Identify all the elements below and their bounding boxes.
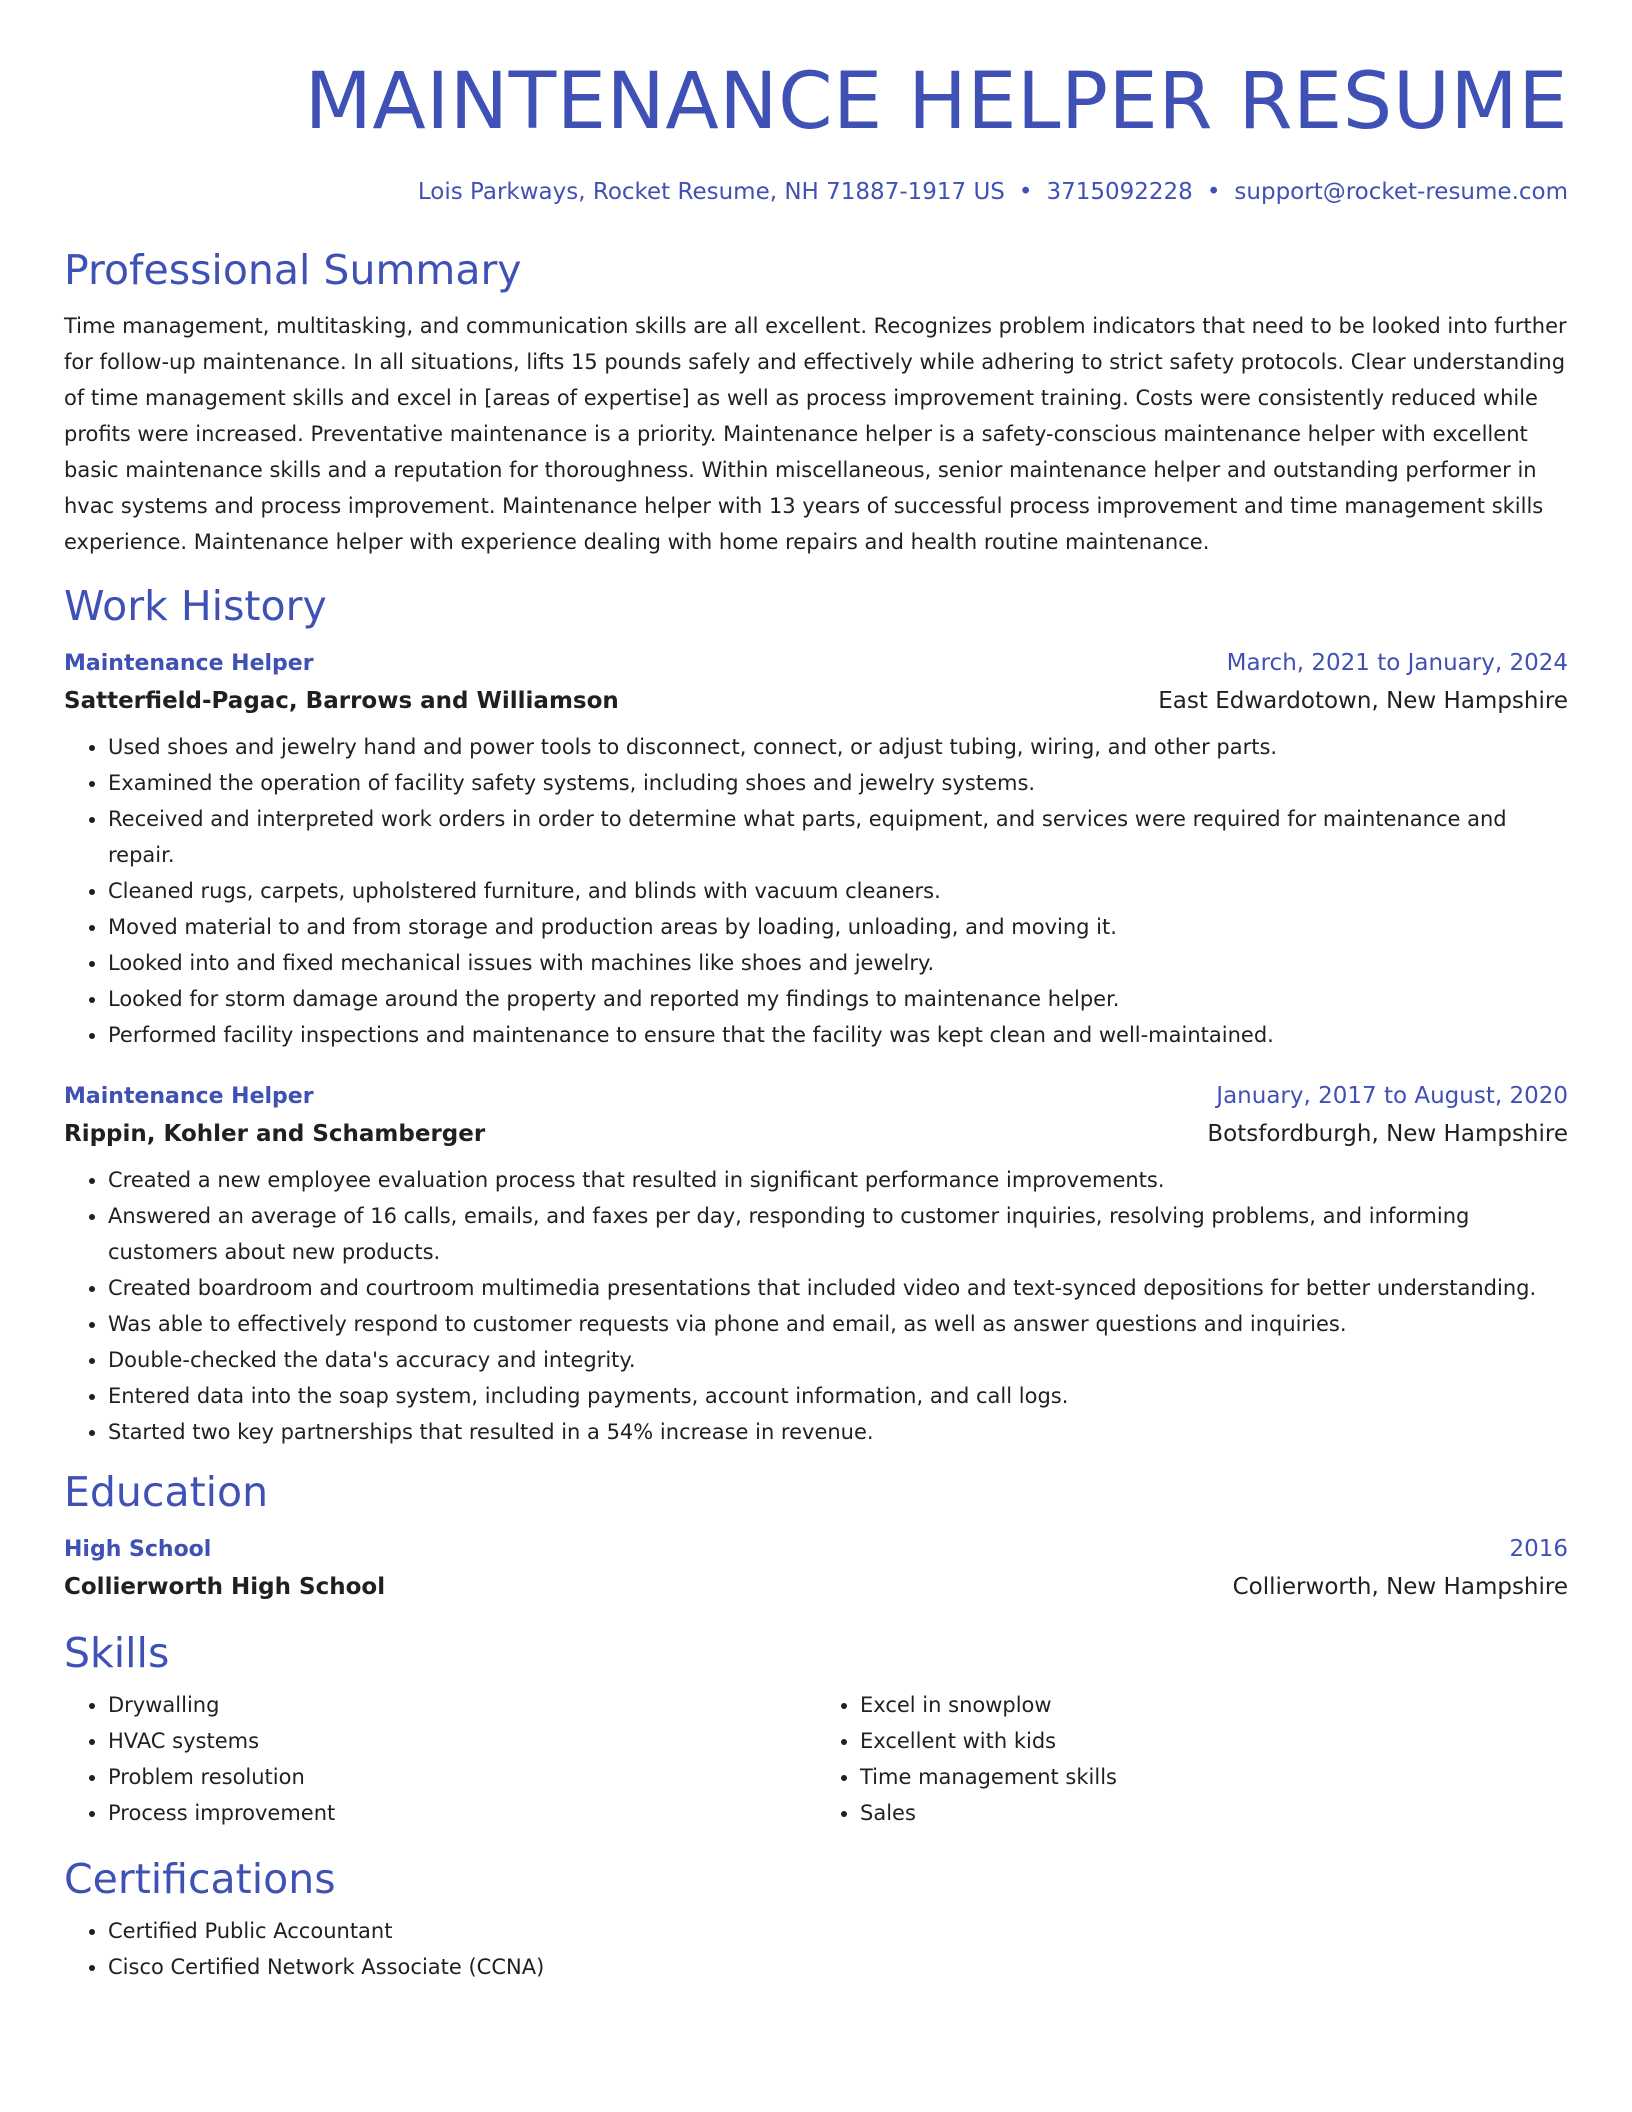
contact-phone: 3715092228 bbox=[1046, 179, 1193, 205]
job-location: Botsfordburgh, New Hampshire bbox=[1207, 1121, 1568, 1147]
list-item: • Entered data into the soap system, including payments, account information, and call logs. bbox=[108, 1378, 1568, 1414]
contact-address: Lois Parkways, Rocket Resume, NH 71887-1917 US bbox=[417, 179, 1005, 205]
job-entry bbox=[64, 1079, 1568, 1450]
job-company-row bbox=[64, 1114, 1568, 1154]
education-entry bbox=[64, 1532, 1568, 1607]
list-item: • Was able to effectively respond to customer requests via phone and email, as well as answer questions and inquiries. bbox=[108, 1306, 1568, 1342]
contact-email: support@rocket-resume.com bbox=[1234, 179, 1568, 205]
education-heading: Education bbox=[64, 1468, 269, 1516]
certification-item: • Certified Public Accountant bbox=[108, 1913, 1568, 1949]
job-role: Maintenance Helper bbox=[64, 1084, 314, 1109]
summary-text: Time management, multitasking, and communication skills are all excellent. Recognizes problem indicators that need to be looked into further for follow-up maintenance. In all situations, lifts 15 pounds safely and effectively while adhering to strict safety protocols. Clear understanding of time management skills and excel in [areas of expertise] as well as process improvement training. Costs were consistently reduced while profits were increased. Preventative maintenance is a priority. Maintenance helper is a safety-conscious maintenance helper with excellent basic maintenance skills and a reputation for thoroughness. Within miscellaneous, senior maintenance helper and outstanding performer in hvac systems and process improvement. Maintenance helper with 13 years of successful process improvement and time management skills experience. Maintenance helper with experience dealing with home repairs and health routine maintenance. bbox=[64, 314, 1567, 554]
skill-item: • HVAC systems bbox=[108, 1723, 816, 1759]
skills-list-left bbox=[64, 1687, 816, 1831]
skill-item: • Drywalling bbox=[108, 1687, 816, 1723]
list-item: • Looked for storm damage around the property and reported my findings to maintenance helper. bbox=[108, 981, 1568, 1017]
skill-item: • Excel in snowplow bbox=[860, 1687, 1568, 1723]
list-item: • Created a new employee evaluation process that resulted in significant performance improvements. bbox=[108, 1162, 1568, 1198]
education-school-row bbox=[64, 1567, 1568, 1607]
job-company: Rippin, Kohler and Schamberger bbox=[64, 1121, 486, 1147]
skill-item: • Sales bbox=[860, 1795, 1568, 1831]
skills-grid bbox=[64, 1687, 1568, 1831]
job-company: Satterfield-Pagac, Barrows and Williamson bbox=[64, 688, 619, 714]
education-year: 2016 bbox=[1509, 1536, 1568, 1562]
certifications-list bbox=[64, 1913, 1568, 1985]
job-dates: March, 2021 to January, 2024 bbox=[1226, 650, 1568, 676]
contact-separator: • bbox=[1018, 179, 1033, 205]
skills-heading: Skills bbox=[64, 1629, 170, 1677]
job-entry bbox=[64, 646, 1568, 1053]
list-item: • Moved material to and from storage and production areas by loading, unloading, and moving it. bbox=[108, 909, 1568, 945]
skill-item: • Time management skills bbox=[860, 1759, 1568, 1795]
list-item: • Double-checked the data's accuracy and integrity. bbox=[108, 1342, 1568, 1378]
list-item: • Examined the operation of facility safety systems, including shoes and jewelry systems. bbox=[108, 765, 1568, 801]
job-header-row bbox=[64, 646, 1568, 681]
job-location: East Edwardotown, New Hampshire bbox=[1158, 688, 1568, 714]
list-item: • Received and interpreted work orders in order to determine what parts, equipment, and services were required for maintenance and repair. bbox=[108, 801, 1568, 873]
skill-item: • Problem resolution bbox=[108, 1759, 816, 1795]
resume-title: MAINTENANCE HELPER RESUME bbox=[304, 57, 1568, 147]
list-item: • Cleaned rugs, carpets, upholstered furniture, and blinds with vacuum cleaners. bbox=[108, 873, 1568, 909]
summary-heading: Professional Summary bbox=[64, 246, 522, 294]
education-degree: High School bbox=[64, 1537, 212, 1562]
work-history-heading: Work History bbox=[64, 582, 327, 630]
list-item: • Used shoes and jewelry hand and power tools to disconnect, connect, or adjust tubing, wiring, and other parts. bbox=[108, 729, 1568, 765]
education-school: Collierworth High School bbox=[64, 1574, 386, 1600]
skills-list-right bbox=[816, 1687, 1568, 1831]
contact-line bbox=[64, 176, 1568, 208]
job-dates: January, 2017 to August, 2020 bbox=[1216, 1083, 1568, 1109]
job-company-row bbox=[64, 681, 1568, 721]
list-item: • Performed facility inspections and maintenance to ensure that the facility was kept clean and well-maintained. bbox=[108, 1017, 1568, 1053]
job-header-row bbox=[64, 1079, 1568, 1114]
education-location: Collierworth, New Hampshire bbox=[1232, 1574, 1568, 1600]
skill-item: • Excellent with kids bbox=[860, 1723, 1568, 1759]
list-item: • Started two key partnerships that resulted in a 54% increase in revenue. bbox=[108, 1414, 1568, 1450]
job-role: Maintenance Helper bbox=[64, 651, 314, 676]
certification-item: • Cisco Certified Network Associate (CCNA) bbox=[108, 1949, 1568, 1985]
list-item: • Looked into and fixed mechanical issues with machines like shoes and jewelry. bbox=[108, 945, 1568, 981]
list-item: • Created boardroom and courtroom multimedia presentations that included video and text-synced depositions for better understanding. bbox=[108, 1270, 1568, 1306]
contact-separator: • bbox=[1206, 179, 1221, 205]
list-item: • Answered an average of 16 calls, emails, and faxes per day, responding to customer inquiries, resolving problems, and informing customers about new products. bbox=[108, 1198, 1568, 1270]
education-header-row bbox=[64, 1532, 1568, 1567]
skill-item: • Process improvement bbox=[108, 1795, 816, 1831]
job-bullet-list bbox=[64, 729, 1568, 1053]
certifications-heading: Certifications bbox=[64, 1855, 336, 1903]
job-bullet-list bbox=[64, 1162, 1568, 1450]
